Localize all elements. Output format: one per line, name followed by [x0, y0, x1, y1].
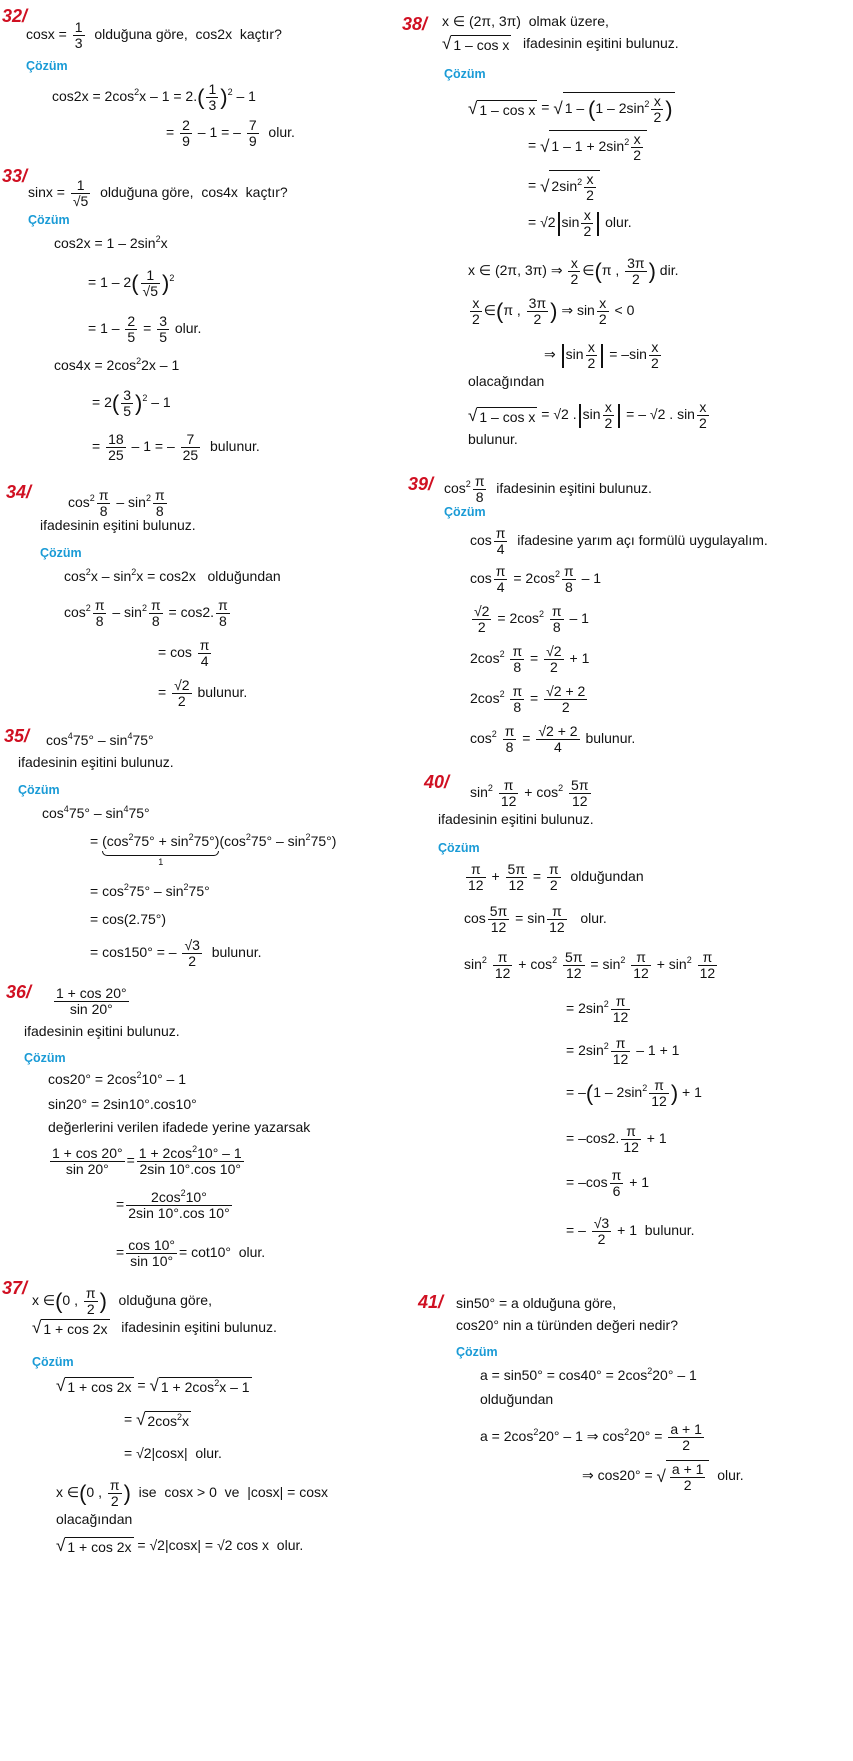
solution-step: $\frac{x}{2}$ ∈(π , $\frac{3\pi}{2}$ ) ⇒ sin $\frac{x}{2}$ < 0 [472, 295, 635, 327]
solution-step: x ∈(0 , $\frac{\pi}{2}$ ) ise cosx > 0 ve |cosx| = cosx [56, 1477, 329, 1509]
solution-step: ⇒ sin $\frac{x}{2}$ = –sin $\frac{x}{2}$ [544, 339, 659, 371]
problem-number: 38/ [402, 14, 428, 34]
solution-step: = $\frac{√2}{2}$ bulunur. [158, 677, 248, 709]
solution-step: = $\frac{2}{9}$ – 1 = – $\frac{7}{9}$ olur. [166, 117, 295, 149]
solution-step: olduğundan [480, 1391, 554, 1407]
solution-step: = √ $2\cos^2x$ [124, 1410, 190, 1430]
solution-step: √ 1 – cos x = √ $1 - (1 - 2\sin^2$ $\frac{x}{2}$ ) [468, 93, 673, 125]
solution-label: Çözüm [456, 1345, 498, 1359]
solution-label: Çözüm [26, 59, 68, 73]
problem-question: ifadesinin eşitini bulunuz. [24, 1023, 180, 1039]
solution-step: = $\frac{18}{25}$ – 1 = – $\frac{7}{25}$ bulunur. [92, 431, 260, 463]
solution-step: = – $\frac{√3}{2}$ + 1 bulunur. [566, 1215, 695, 1247]
solution-step: x ∈ (2π, 3π) ⇒ $\frac{x}{2}$ ∈(π , $\frac{3\pi}{2}$ ) dir. [468, 255, 679, 287]
solution-step: $\frac{√2}{2}$ = $2\cos^2$ $\frac{\pi}{8}$ – 1 [474, 603, 589, 635]
solution-label: Çözüm [444, 505, 486, 519]
solution-step: olacağından [468, 373, 545, 389]
solution-step: sin20° = 2sin10°.cos10° [48, 1096, 197, 1112]
solution-step: $\sin^2$ $\frac{\pi}{12}$ + $\cos^2$ $\frac{5\pi}{12}$ = $\sin^2$ $\frac{\pi}{12}$ + $\sin^2$ $\frac{\pi}{12}$ [464, 949, 716, 981]
solution-step: $\cos^475^\circ - \sin^475^\circ$ [42, 804, 150, 821]
problem-question: √ 1 – cos x ifadesinin eşitini bulunuz. [442, 34, 679, 54]
solution-step: bulunur. [468, 431, 518, 447]
problem-statement: cosx = $\frac{1}{3}$ olduğuna göre, cos2x kaçtır? [26, 19, 282, 51]
problem-question: cos20° nin a türünden değeri nedir? [456, 1317, 678, 1333]
solution-step: = √2 sin $\frac{x}{2}$ olur. [528, 207, 632, 239]
solution-step: = 1 – $\frac{2}{5}$ = $\frac{3}{5}$ olur. [88, 313, 202, 345]
solution-step: cos $\frac{5\pi}{12}$ = sin $\frac{\pi}{12}$ olur. [464, 903, 607, 935]
solution-step: = cos150° = – $\frac{√3}{2}$ bulunur. [90, 937, 262, 969]
problem-number: 32/ [2, 6, 28, 26]
problem-statement: x ∈ (2π, 3π) olmak üzere, [442, 13, 609, 29]
solution-step: $\cos 2x = 2\cos^2x - 1 = 2$.( $\frac{1}{3}$ )$^2$ – 1 [52, 81, 256, 113]
problem-statement: x ∈(0 , $\frac{\pi}{2}$ ) olduğuna göre, [32, 1285, 212, 1317]
solution-step: $a = \sin 50^\circ = \cos 40^\circ = 2\cos^220^\circ - 1$ [480, 1366, 697, 1383]
solution-step: = –cos2. $\frac{\pi}{12}$ + 1 [566, 1123, 667, 1155]
solution-label: Çözüm [28, 213, 70, 227]
solution-step: olacağından [56, 1511, 133, 1527]
solution-step: = cos $\frac{\pi}{4}$ [158, 637, 210, 669]
problem-number: 41/ [418, 1292, 444, 1312]
problem-statement: sin50° = a olduğuna göre, [456, 1295, 617, 1311]
solution-step: cos $\frac{\pi}{4}$ ifadesine yarım açı formülü uygulayalım. [470, 525, 768, 557]
solution-step: ⇒ cos20° = √ $\frac{a + 1}{2}$ olur. [582, 1461, 744, 1493]
solution-step: = $2\sin^2$ $\frac{\pi}{12}$ [566, 993, 629, 1025]
problem-number: 36/ [6, 982, 32, 1002]
solution-label: Çözüm [40, 546, 82, 560]
problem-number: 39/ [408, 474, 434, 494]
solution-step: $\cos^2x - \sin^2x = \cos 2x$ olduğundan [64, 567, 281, 584]
solution-label: Çözüm [32, 1355, 74, 1369]
solution-step: = √ $1 - 1 + 2\sin^2$ $\frac{x}{2}$ [528, 130, 647, 163]
solution-step: = √ $2\sin^2$ $\frac{x}{2}$ [528, 170, 600, 203]
solution-step: = $\frac{\cos 10^\circ}{\sin 10^\circ}$ = cot10° olur. [116, 1237, 266, 1269]
underbrace: $(\cos^275^\circ + \sin^275^\circ)$ 1 [102, 832, 220, 867]
solution-step: = 2( $\frac{3}{5}$ )$^2$ – 1 [92, 387, 171, 419]
problem-statement: $\frac{1 + \cos 20^\circ}{\sin 20^\circ}$ [56, 985, 127, 1017]
problem-number: 35/ [4, 726, 30, 746]
solution-step: = $\cos^275^\circ - \sin^275^\circ$ [90, 882, 210, 899]
problem-statement: $\cos^475^\circ - \sin^475^\circ$ [46, 731, 154, 748]
solution-label: Çözüm [444, 67, 486, 81]
left-column [0, 0, 426, 1761]
solution-label: Çözüm [18, 783, 60, 797]
problem-statement: $\cos^2$ $\frac{\pi}{8}$ ifadesinin eşitini bulunuz. [444, 473, 652, 505]
solution-step: $2\cos^2$ $\frac{\pi}{8}$ = $\frac{√2}{2}$ + 1 [470, 643, 590, 675]
problem-number: 40/ [424, 772, 450, 792]
solution-step: √ 1 – cos x = √2 . sin $\frac{x}{2}$ = – √2 . sin $\frac{x}{2}$ [468, 399, 707, 431]
solution-step: $\cos 4x = 2\cos^22x - 1$ [54, 356, 180, 373]
solution-label: Çözüm [24, 1051, 66, 1065]
solution-step: = $(\cos^275^\circ + \sin^275^\circ)$ 1 $(\cos^275^\circ - \sin^275^\circ)$ [90, 832, 337, 867]
solution-step: √ 1 + cos 2x = √2|cosx| = √2 cos x olur. [56, 1536, 304, 1556]
solution-step: cos $\frac{\pi}{4}$ = $2\cos^2$ $\frac{\pi}{8}$ – 1 [470, 563, 602, 595]
problem-number: 34/ [6, 482, 32, 502]
problem-question: ifadesinin eşitini bulunuz. [18, 754, 174, 770]
solution-step: = 1 – 2( $\frac{1}{√5}$ )$^2$ [88, 267, 175, 299]
solution-step: = cos(2.75°) [90, 911, 167, 927]
solution-step: değerlerini verilen ifadede yerine yazarsak [48, 1119, 311, 1135]
solution-step: $\frac{\pi}{12}$ + $\frac{5\pi}{12}$ = $\frac{\pi}{2}$ olduğundan [468, 861, 644, 893]
right-column [402, 0, 853, 1761]
solution-step: $\cos 2x = 1 - 2\sin^2x$ [54, 234, 168, 251]
solution-step: $\frac{1 + \cos 20^\circ}{\sin 20^\circ}$ = $\frac{1 + 2\cos^210^\circ - 1}{2\sin 10^\circ.\cos 10^\circ}$ [52, 1144, 242, 1177]
problem-statement: $\cos^2$ $\frac{\pi}{8}$ – $\sin^2$ $\frac{\pi}{8}$ [68, 487, 165, 519]
problem-number: 33/ [2, 166, 28, 186]
solution-step: $2\cos^2$ $\frac{\pi}{8}$ = $\frac{√2 + 2}{2}$ [470, 683, 586, 715]
problem-statement: sinx = $\frac{1}{√5}$ olduğuna göre, cos4x kaçtır? [28, 177, 288, 209]
problem-question: ifadesinin eşitini bulunuz. [40, 517, 196, 533]
problem-statement: $\sin^2$ $\frac{\pi}{12}$ + $\cos^2$ $\frac{5\pi}{12}$ [470, 777, 589, 809]
solution-step: $\cos^2$ $\frac{\pi}{8}$ – $\sin^2$ $\frac{\pi}{8}$ = cos2. $\frac{\pi}{8}$ [64, 597, 228, 629]
solution-step: = √2|cosx| olur. [124, 1445, 222, 1461]
solution-step: $a = 2\cos^220^\circ - 1$ ⇒ $\cos^220^\circ$ = $\frac{a + 1}{2}$ [480, 1421, 702, 1453]
solution-step: = –cos $\frac{\pi}{6}$ + 1 [566, 1167, 650, 1199]
solution-step: √ 1 + cos 2x = √ $1 + 2\cos^2x - 1$ [56, 1376, 250, 1396]
problem-number: 37/ [2, 1278, 28, 1298]
solution-step: $\cos 20^\circ = 2\cos^210^\circ - 1$ [48, 1070, 187, 1087]
problem-question: ifadesinin eşitini bulunuz. [438, 811, 594, 827]
solution-step: = $2\sin^2$ $\frac{\pi}{12}$ – 1 + 1 [566, 1035, 680, 1067]
solution-label: Çözüm [438, 841, 480, 855]
solution-step: = $-(1 - 2\sin^2$ $\frac{\pi}{12}$ ) + 1 [566, 1077, 702, 1109]
problem-question: √ 1 + cos 2x ifadesinin eşitini bulunuz. [32, 1318, 277, 1338]
solution-step: = $\frac{2\cos^210^\circ}{2\sin 10^\circ.\cos 10^\circ}$ [116, 1188, 230, 1221]
solution-step: $\cos^2$ $\frac{\pi}{8}$ = $\frac{√2 + 2}{4}$ bulunur. [470, 723, 636, 755]
